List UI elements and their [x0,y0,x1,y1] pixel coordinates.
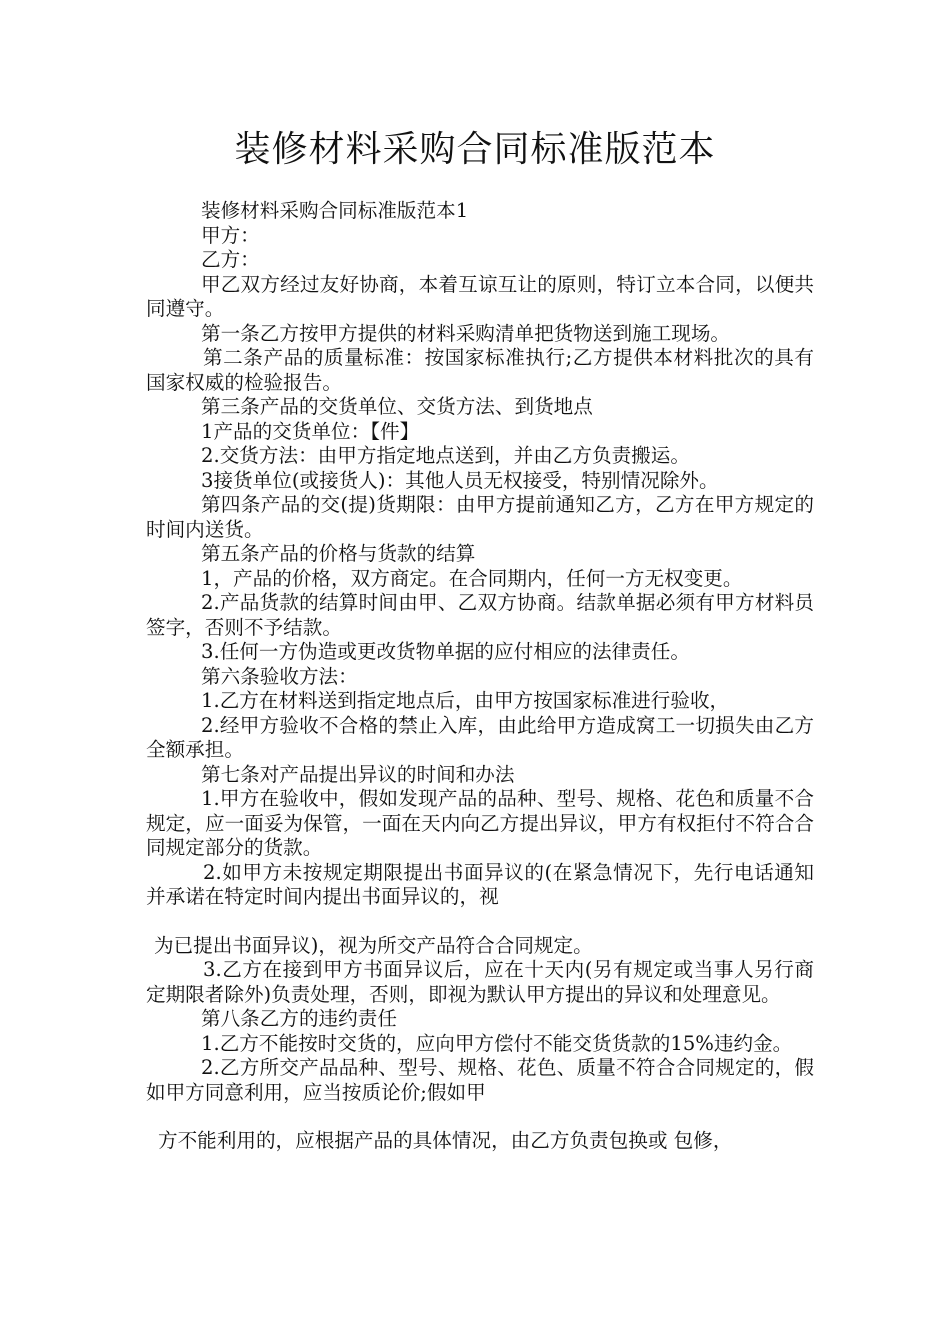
paragraph: 3.乙方在接到甲方书面异议后，应在十天内(另有规定或当事人另行商定期限者除外)负责处理，否则，即视为默认甲方提出的异议和处理意见。 [146,958,814,1006]
paragraph: 第五条产品的价格与货款的结算 [201,542,476,565]
paragraph: 甲乙双方经过友好协商，本着互谅互让的原则，特订立本合同，以便共同遵守。 [146,272,814,320]
paragraph: 1.甲方在验收中，假如发现产品的品种、型号、规格、花色和质量不合规定，应一面妥为保管，一面在天内向乙方提出异议，甲方有权拒付不符合合同规定部分的货款。 [146,787,814,859]
paragraph: 2.乙方所交产品品种、型号、规格、花色、质量不符合合同规定的，假如甲方同意利用，应当按质论价;假如甲 [146,1056,814,1104]
paragraph: 2.如甲方未按规定期限提出书面异议的(在紧急情况下，先行电话通知并承诺在特定时间内提出书面异议的，视 [146,860,814,908]
paragraph: 第四条产品的交(提)货期限：由甲方提前通知乙方，乙方在甲方规定的时间内送货。 [146,493,814,541]
paragraph: 第七条对产品提出异议的时间和办法 [201,762,515,786]
paragraph: 2.经甲方验收不合格的禁止入库，由此给甲方造成窝工一切损失由乙方全额承担。 [146,713,814,761]
paragraph: 第八条乙方的违约责任 [201,1007,397,1030]
paragraph: 第一条乙方按甲方提供的材料采购清单把货物送到施工现场。 [201,321,731,345]
paragraph: 第二条产品的质量标准：按国家标准执行;乙方提供本材料批次的具有国家权威的检验报告。 [146,346,814,394]
paragraph: 乙方： [201,248,260,271]
paragraph: 1，产品的价格，双方商定。在合同期内，任何一方无权变更。 [201,566,743,590]
document-title: 装修材料采购合同标准版范本 [234,129,716,170]
paragraph: 1产品的交货单位：【件】 [201,419,420,443]
paragraph: 第三条产品的交货单位、交货方法、到货地点 [201,395,593,418]
paragraph: 2.交货方法：由甲方指定地点送到，并由乙方负责搬运。 [201,444,690,467]
paragraph: 甲方： [201,223,260,247]
paragraph: 为已提出书面异议)，视为所交产品符合合同规定。 [154,933,593,957]
paragraph: 2.产品货款的结算时间由甲、乙双方协商。结款单据必须有甲方材料员签字，否则不予结款。 [146,591,814,639]
paragraph: 3.任何一方伪造或更改货物单据的应付相应的法律责任。 [201,640,690,663]
paragraph: 装修材料采购合同标准版范本1 [201,199,469,222]
paragraph: 1.乙方不能按时交货的，应向甲方偿付不能交货货款的15%违约金。 [201,1031,793,1055]
paragraph: 1.乙方在材料送到指定地点后，由甲方按国家标准进行验收， [201,689,730,712]
document-body [146,199,814,1154]
paragraph: 第六条验收方法： [201,664,358,688]
paragraph: 方不能利用的，应根据产品的具体情况，由乙方负责包换或 包修， [158,1129,733,1152]
paragraph: 3接货单位(或接货人)：其他人员无权接受，特别情况除外。 [201,468,719,492]
